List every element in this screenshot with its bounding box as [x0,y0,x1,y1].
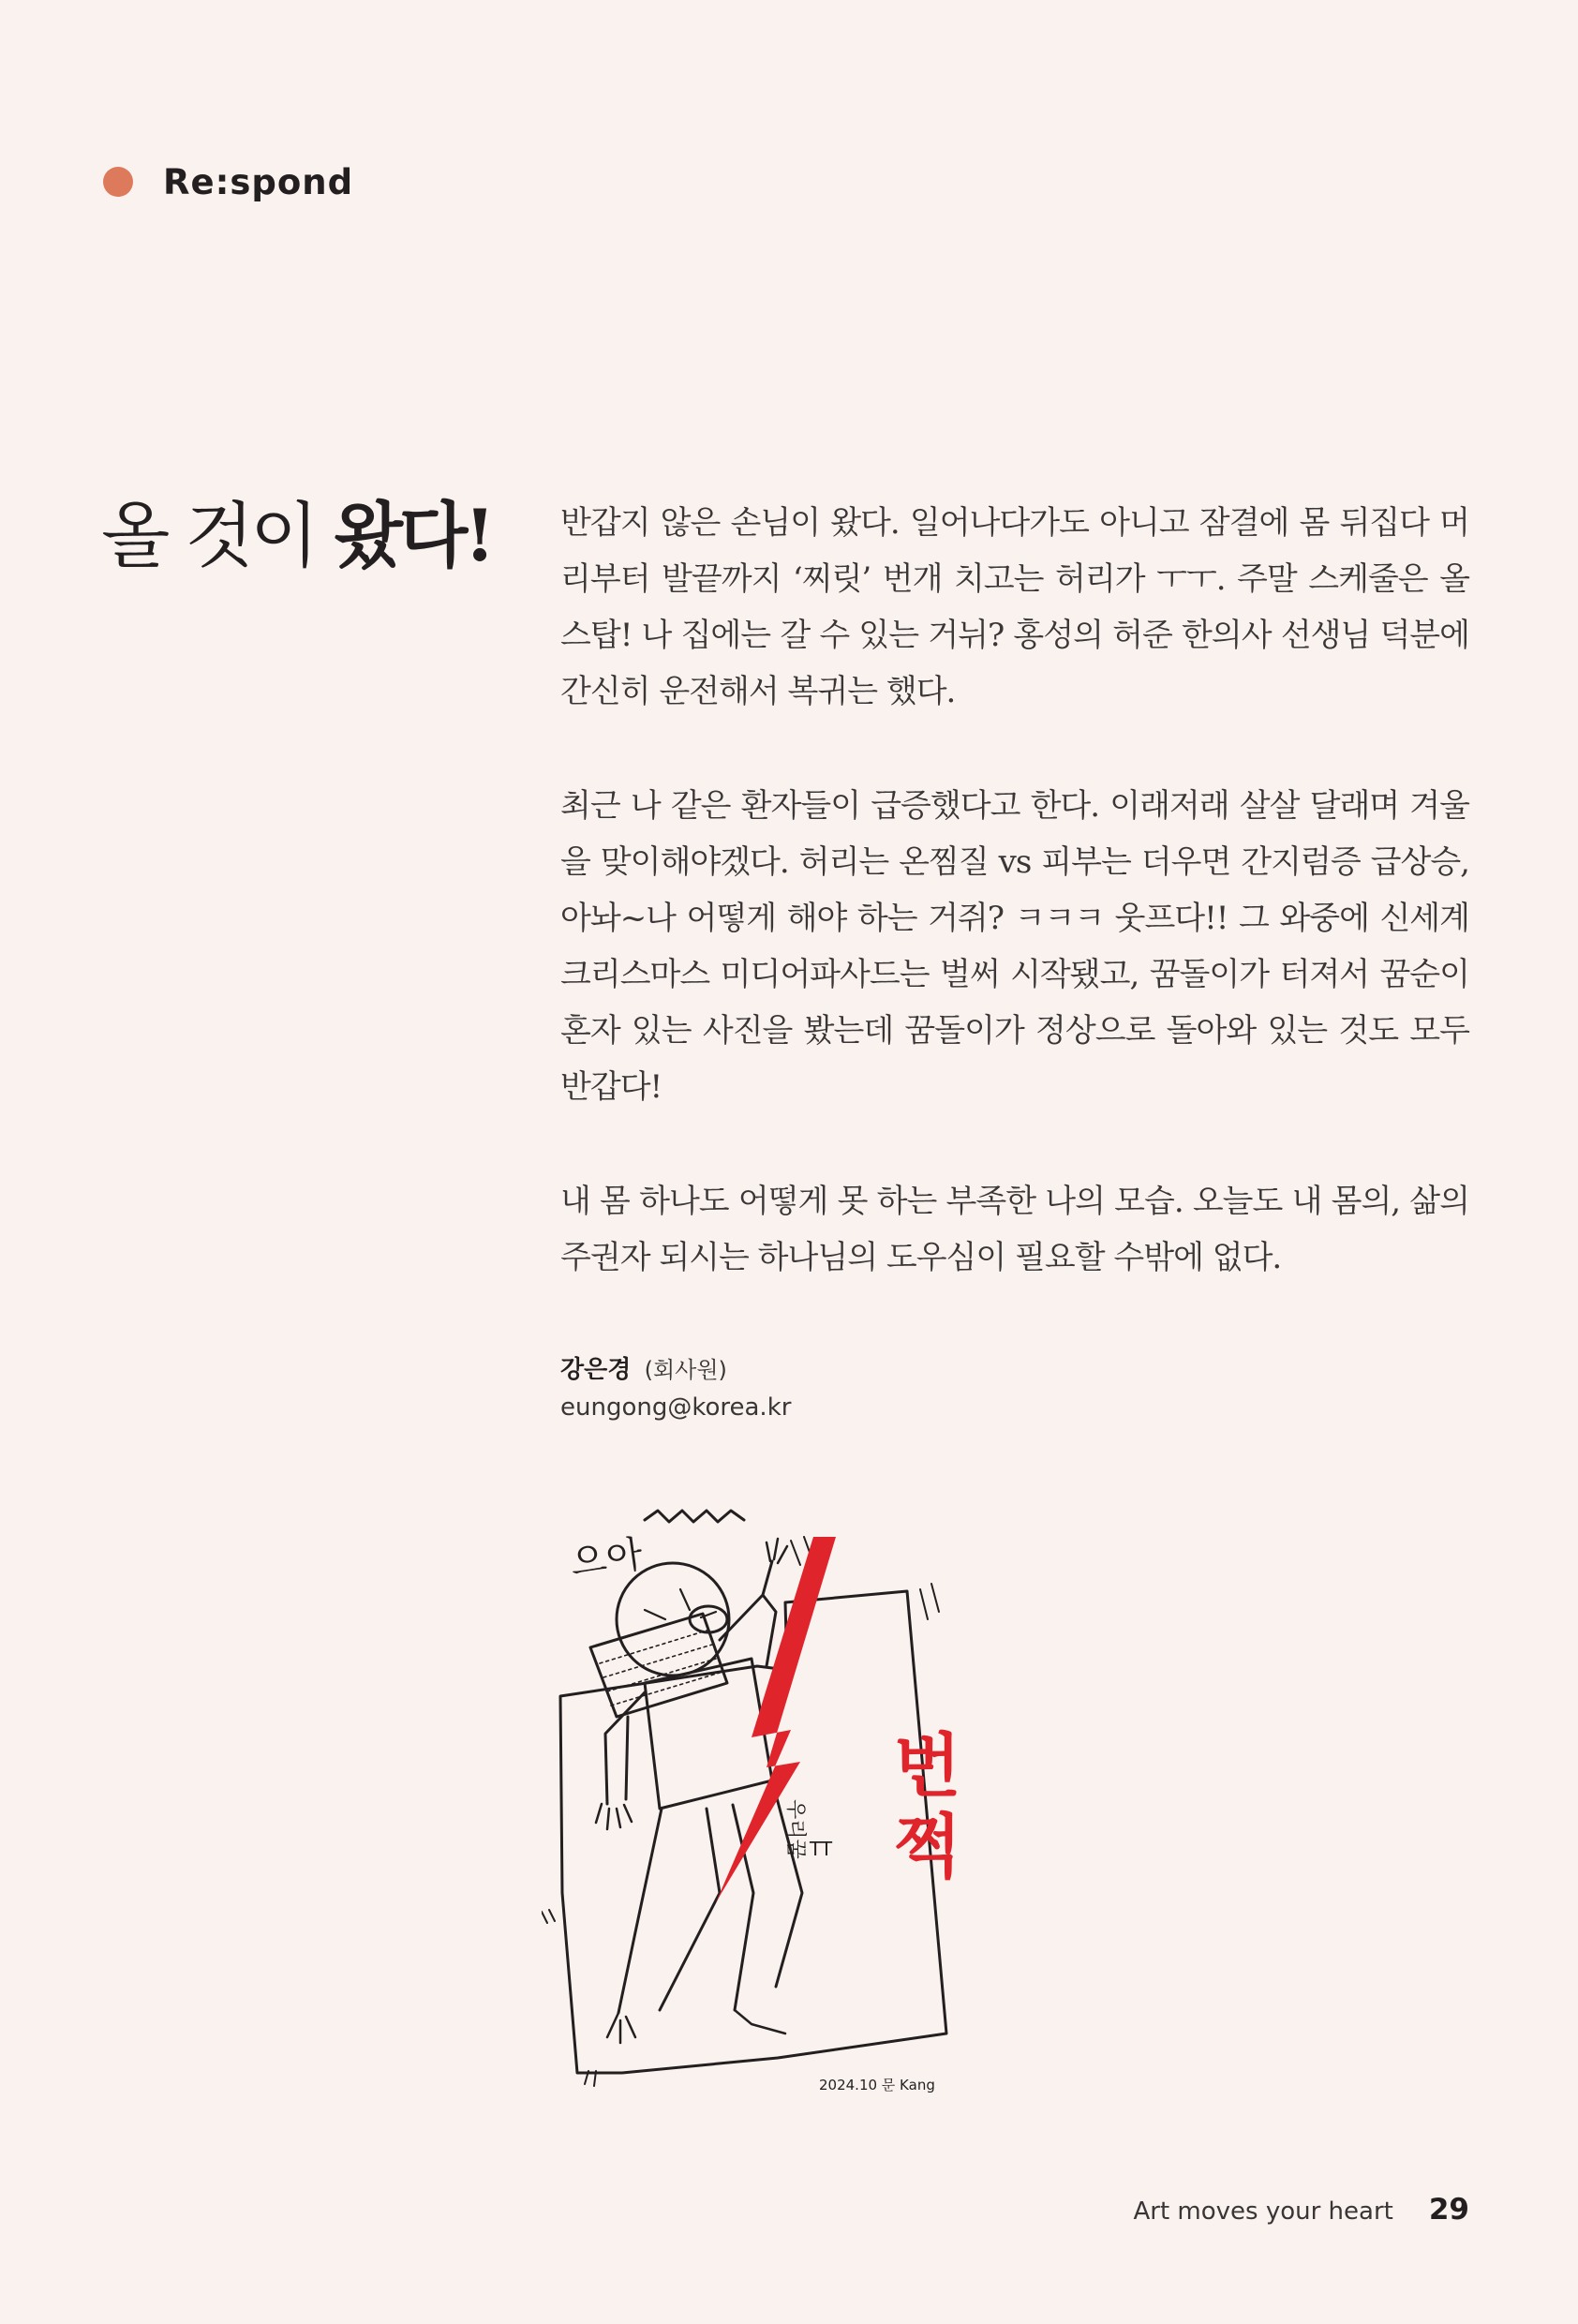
illustration-text-shirt: 우리꿈 [783,1799,807,1859]
page-title [101,489,492,583]
illustration-text-outcry: 으아 [567,1532,646,1586]
article-paragraph: 내 몸 하나도 어떻게 못 하는 부족한 나의 모습. 오늘도 내 몸의, 삶의 주권자 되시는 하나님의 도우심이 필요할 수밖에 없다. [560,1183,1469,1276]
article-paragraph: 반갑지 않은 손님이 왔다. 일어나다가도 아니고 잠결에 몸 뒤집다 머리부터 발끝까지 ‘찌릿’ 번개 치고는 허리가 ㅜㅜ. 주말 스케줄은 올스탑! 나 집에는 갈 수 있는 거뉘? 홍성의 허준 한의사 선생님 덕분에 간신히 운전해서 복귀는 했다. [560,504,1469,710]
pain-wave [645,1511,744,1522]
page-title-bold: 왔다! [334,494,492,577]
article-paragraph: 최근 나 같은 환자들이 급증했다고 한다. 이래저래 살살 달래며 겨울을 맞이해야겠다. 허리는 온찜질 vs 피부는 더우면 간지럼증 급상승, 아놔~나 어떻게 해야 하는 거쥐? ㅋㅋㅋ 웃프다!! 그 와중에 신세계 크리스마스 미디어파사드는 벌써 시작됐고, 꿈돌이가 터져서 꿈순이 혼자 있는 사진을 봤는데 꿈돌이가 정상으로 돌아와 있는 것도 모두 반갑다! [560,787,1469,1106]
back-pain-illustration [542,1499,1029,2127]
footer-tagline: Art moves your heart [1133,2197,1393,2226]
illustration-text-flash-2: 쩍 [894,1807,961,1887]
head [617,1563,729,1676]
byline-name-row [560,1351,791,1389]
page-title-regular: 올 것이 [101,494,335,577]
section-dot-icon [103,167,133,197]
illustration-text-flash-1: 번 [894,1726,961,1807]
author-name: 강은경 [560,1356,632,1384]
illustration-signature: 2024.10 문 Kang [819,2077,935,2093]
author-role: (회사원) [644,1357,727,1383]
page-number: 29 [1428,2193,1469,2227]
byline [560,1351,791,1426]
illustration-text-tears: TT [810,1838,833,1860]
section-label: Re:spond [163,161,354,202]
page-footer [1133,2193,1469,2227]
article-body [560,495,1469,1344]
legs [618,1780,802,2013]
author-email: eungong@korea.kr [560,1393,792,1422]
section-header [103,161,353,202]
